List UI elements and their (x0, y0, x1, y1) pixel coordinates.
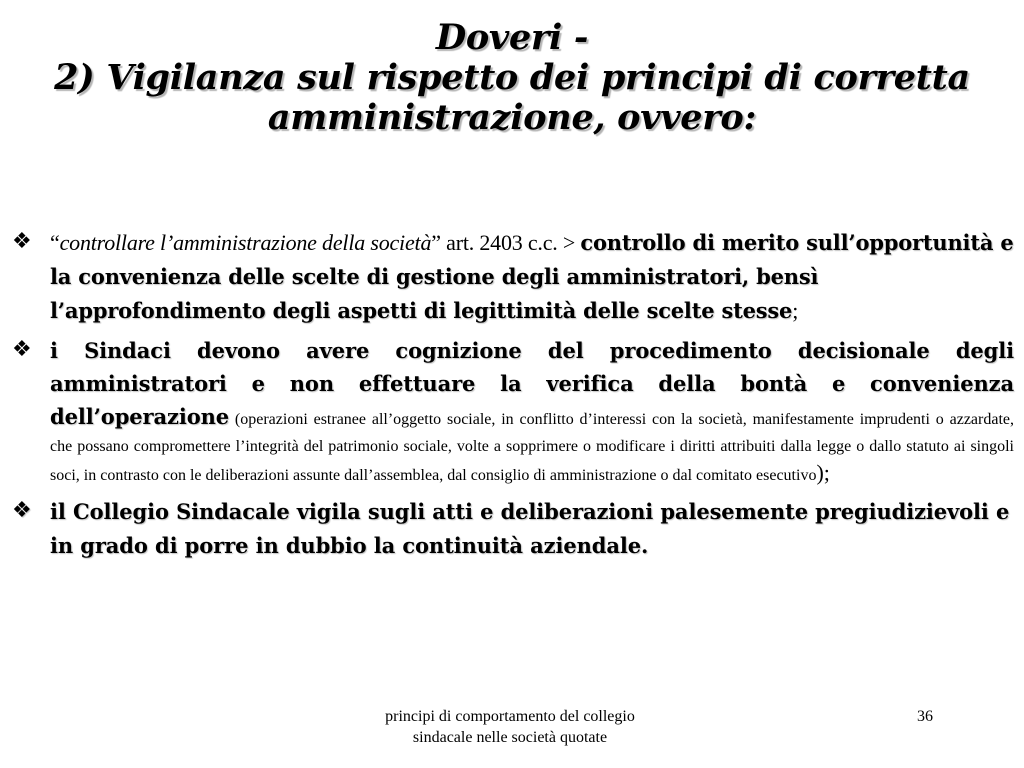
quote-close: ” (431, 230, 441, 255)
bullet-1-bold-text: controllo di merito sull’opportunità e la convenienza delle scelte di gestione degli amministratori, bensì l’approfondimento degli aspetti di legittimità delle scelte stesse (50, 230, 1014, 323)
title-line-2: 2) Vigilanza sul rispetto dei principi di corretta (54, 57, 970, 98)
bullet-item-2 (10, 334, 1014, 489)
slide-title (10, 18, 1014, 138)
bullet-item-3 (10, 495, 1014, 563)
bullet-2-detail-text: (operazioni estranee all’oggetto sociale, in conflitto d’interessi con la società, manifestamente imprudenti o azzardate, che possano compromettere l’integrità del patrimonio sociale, volte a sopprimere o modificare i diritti attribuiti dalla legge o dallo statuto ai singoli soci, in contrasto con le deliberazioni assunte dall’assemblea, dal consiglio di amministrazione o dal comitato esecutivo (50, 411, 1014, 484)
title-line-3: amministrazione, ovvero: (267, 97, 757, 138)
diamond-bullet-icon: ❖ (12, 337, 32, 362)
bullet-2-bold-text: i Sindaci devono avere cognizione del procedimento decisionale degli amministratori e non effettuare la verifica della bontà e convenienza dell’operazione (50, 338, 1014, 429)
bullet-item-1 (10, 226, 1014, 328)
bullet-3-bold-text: il Collegio Sindacale vigila sugli atti e deliberazioni palesemente pregiudizievoli e in grado di porre in dubbio la continuità aziendale. (50, 499, 1010, 558)
slide-body (10, 226, 1014, 569)
quote-open: “ (50, 230, 60, 255)
quoted-text: controllare l’amministrazione della società (59, 230, 432, 255)
footer-text: principi di comportamento del collegio sindacale nelle società quotate (385, 708, 635, 746)
diamond-bullet-icon: ❖ (12, 498, 32, 523)
page-number: 36 (917, 708, 933, 725)
bullet-1-tail: ; (792, 298, 799, 323)
title-line-1: Doveri - (435, 17, 589, 58)
diamond-bullet-icon: ❖ (12, 229, 32, 254)
article-reference: art. 2403 c.c. > (440, 230, 581, 255)
bullet-2-tail: ); (816, 460, 830, 485)
